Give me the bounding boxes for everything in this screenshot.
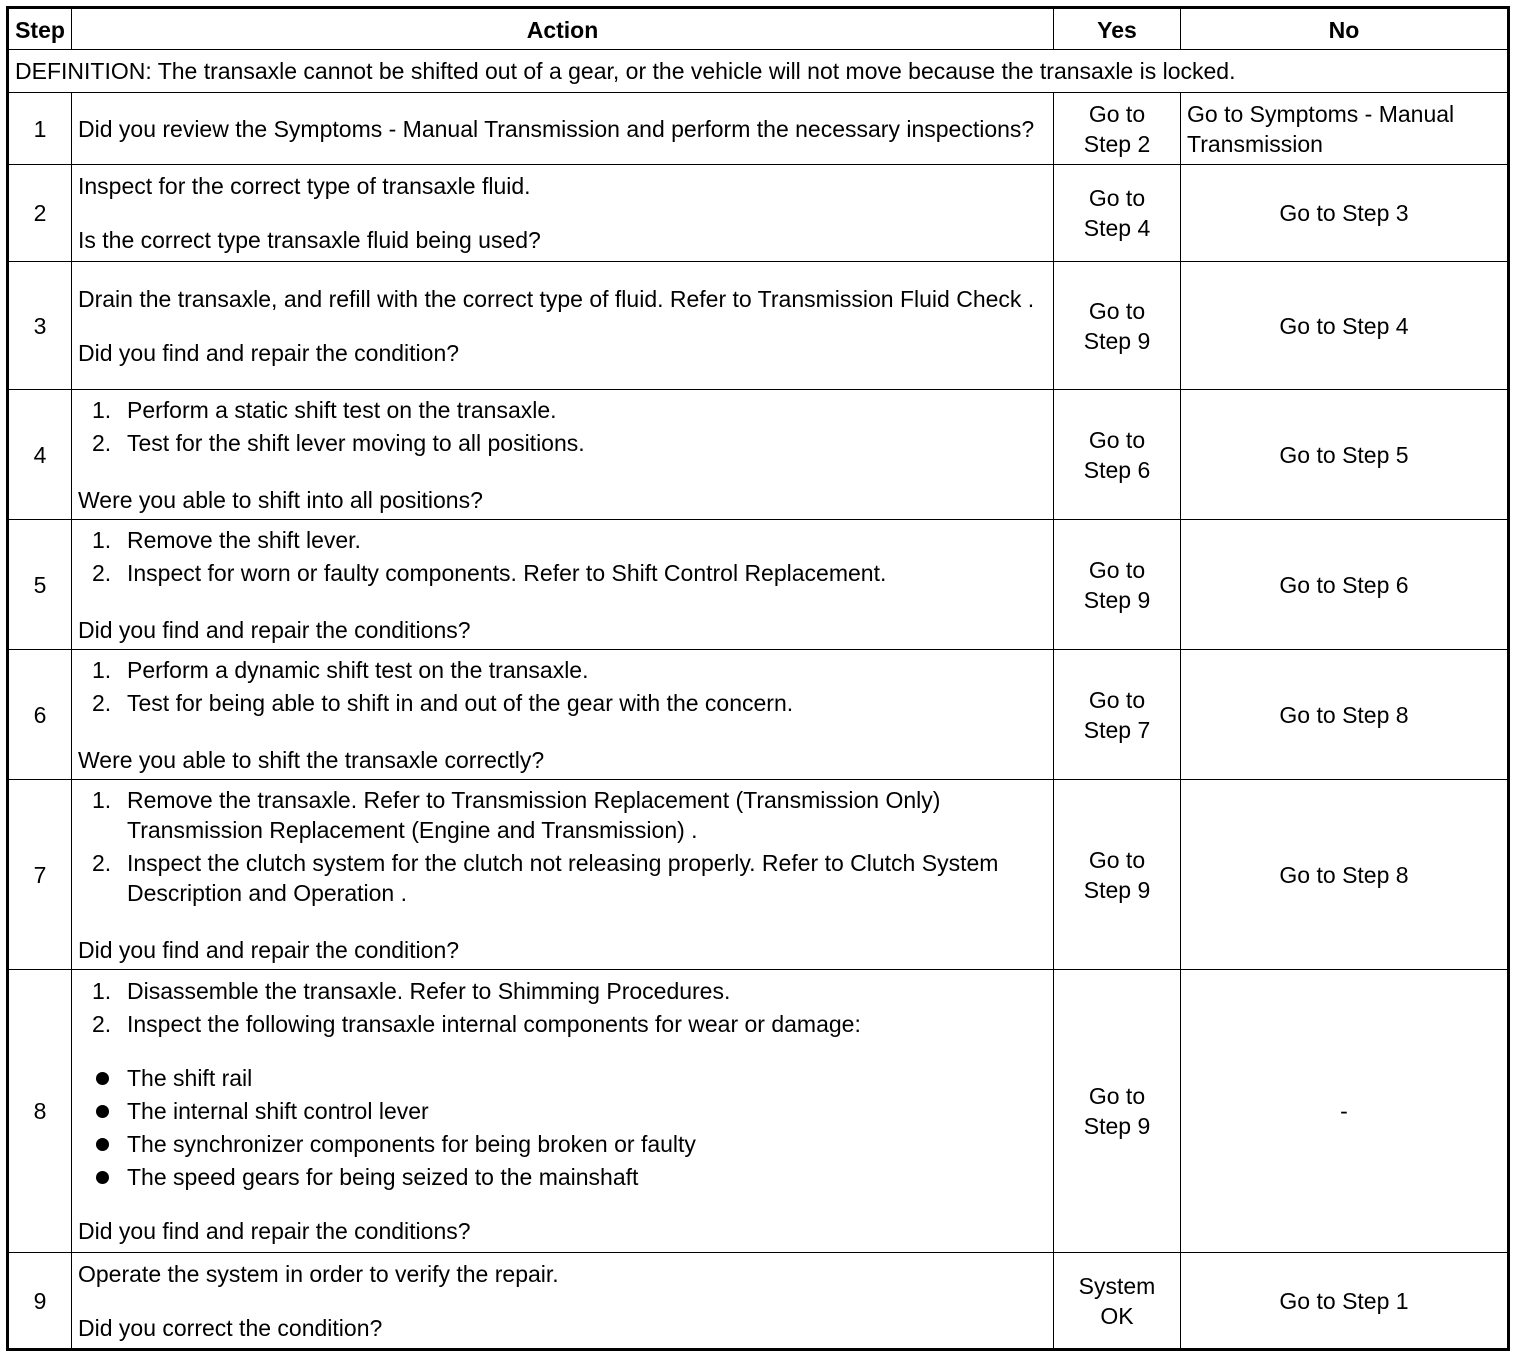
table-row xyxy=(8,262,1509,390)
no-line: Go to Step 6 xyxy=(1279,571,1409,598)
action-cell xyxy=(72,93,1054,165)
bullet-icon xyxy=(96,1105,109,1118)
yes-line: Go to xyxy=(1088,556,1146,583)
action-cell xyxy=(72,262,1054,390)
table-row xyxy=(8,390,1509,520)
list-item: 2. Inspect the following transaxle internal components for wear or damage: xyxy=(92,1011,861,1037)
list-item: 1. Perform a static shift test on the transaxle. xyxy=(92,396,557,423)
step-number: 6 xyxy=(8,650,72,780)
list-item: 2. Test for being able to shift in and out of the gear with the concern. xyxy=(92,689,794,716)
yes-line: Step 9 xyxy=(1083,876,1151,903)
definition-row xyxy=(8,50,1509,93)
header-step: Step xyxy=(8,8,72,50)
yes-line: Step 2 xyxy=(1083,131,1151,157)
yes-cell xyxy=(1054,650,1181,780)
action-text: Did you review the Symptoms - Manual Transmission and perform the necessary inspections? xyxy=(78,115,1035,142)
no-cell xyxy=(1181,1253,1509,1350)
list-item: 1. Disassemble the transaxle. Refer to Shimming Procedures. xyxy=(92,978,731,1004)
table-row xyxy=(8,780,1509,970)
action-question: Were you able to shift into all positions? xyxy=(78,486,483,513)
step-number: 2 xyxy=(8,165,72,262)
yes-line: Step 7 xyxy=(1083,716,1151,743)
yes-cell xyxy=(1054,520,1181,650)
yes-line: Step 9 xyxy=(1083,1113,1151,1139)
yes-cell xyxy=(1054,93,1181,165)
numbered-list xyxy=(78,785,1047,908)
yes-line: Step 6 xyxy=(1083,456,1151,483)
action-question: Were you able to shift the transaxle correctly? xyxy=(78,746,545,773)
no-line: Go to Symptoms - Manual xyxy=(1187,101,1455,127)
yes-line: Step 9 xyxy=(1083,586,1151,613)
numbered-list xyxy=(78,525,1047,588)
numbered-list xyxy=(78,655,1047,718)
step-number: 9 xyxy=(8,1253,72,1350)
diagnostic-table xyxy=(6,6,1510,1351)
header-no: No xyxy=(1181,8,1509,50)
no-line: Go to Step 8 xyxy=(1279,861,1409,888)
no-cell xyxy=(1181,780,1509,970)
table-row xyxy=(8,650,1509,780)
step-number: 3 xyxy=(8,262,72,390)
no-line: Go to Step 4 xyxy=(1279,312,1409,339)
bullet-icon xyxy=(96,1072,109,1085)
no-cell xyxy=(1181,93,1509,165)
step-number: 8 xyxy=(8,970,72,1253)
action-cell xyxy=(72,390,1054,520)
no-line: Go to Step 8 xyxy=(1279,701,1409,728)
yes-line: Go to xyxy=(1088,101,1146,127)
list-item: 2. Test for the shift lever moving to all positions. xyxy=(92,429,585,456)
bullet-icon xyxy=(96,1171,109,1184)
no-line: Transmission xyxy=(1187,131,1323,157)
action-question: Is the correct type transaxle fluid being used? xyxy=(78,227,541,253)
list-item: 1. Perform a dynamic shift test on the transaxle. xyxy=(92,656,589,683)
step-number: 4 xyxy=(8,390,72,520)
action-text: Inspect for the correct type of transaxle fluid. xyxy=(78,173,531,199)
yes-line: Go to xyxy=(1088,846,1146,873)
list-item: The shift rail xyxy=(78,1063,1047,1093)
action-question: Did you find and repair the condition? xyxy=(78,339,460,366)
list-item: 1. Remove the shift lever. xyxy=(92,526,361,553)
list-item: 1. Remove the transaxle. Refer to Transmission Replacement (Transmission Only) Transmission Replacement (Engine and Transmission) . xyxy=(92,786,941,843)
table-row xyxy=(8,520,1509,650)
yes-cell xyxy=(1054,1253,1181,1350)
no-cell xyxy=(1181,165,1509,262)
action-question: Did you correct the condition? xyxy=(78,1314,383,1341)
header-action: Action xyxy=(72,8,1054,50)
step-number: 5 xyxy=(8,520,72,650)
table-row xyxy=(8,165,1509,262)
definition-text: DEFINITION: The transaxle cannot be shifted out of a gear, or the vehicle will not move because the transaxle is locked. xyxy=(8,50,1509,93)
yes-line: Step 4 xyxy=(1083,215,1151,241)
step-number: 1 xyxy=(8,93,72,165)
header-yes: Yes xyxy=(1054,8,1181,50)
no-cell xyxy=(1181,650,1509,780)
step-number: 7 xyxy=(8,780,72,970)
action-cell xyxy=(72,520,1054,650)
table-row xyxy=(8,93,1509,165)
yes-line: OK xyxy=(1100,1302,1134,1329)
yes-line: Step 9 xyxy=(1083,327,1151,354)
yes-cell xyxy=(1054,262,1181,390)
no-line: Go to Step 1 xyxy=(1279,1287,1409,1314)
list-item: The speed gears for being seized to the mainshaft xyxy=(78,1162,1047,1192)
action-text: Operate the system in order to verify the repair. xyxy=(78,1260,559,1287)
list-item: 2. Inspect the clutch system for the clutch not releasing properly. Refer to Clutch System Description and Operation . xyxy=(92,849,999,906)
yes-line: Go to xyxy=(1088,1083,1146,1109)
yes-line: Go to xyxy=(1088,297,1146,324)
header-row xyxy=(8,8,1509,50)
action-question: Did you find and repair the conditions? xyxy=(78,616,471,643)
list-item: 2. Inspect for worn or faulty components. Refer to Shift Control Replacement. xyxy=(92,559,887,586)
yes-cell xyxy=(1054,780,1181,970)
action-cell xyxy=(72,780,1054,970)
table-row xyxy=(8,970,1509,1253)
list-item: The synchronizer components for being broken or faulty xyxy=(78,1129,1047,1159)
no-line: Go to Step 3 xyxy=(1279,200,1409,226)
yes-line: Go to xyxy=(1088,686,1146,713)
action-cell xyxy=(72,970,1054,1253)
no-line: Go to Step 5 xyxy=(1279,441,1409,468)
no-cell xyxy=(1181,262,1509,390)
yes-line: Go to xyxy=(1088,426,1146,453)
yes-line: System xyxy=(1078,1272,1156,1299)
table-row xyxy=(8,1253,1509,1350)
yes-cell xyxy=(1054,165,1181,262)
no-cell xyxy=(1181,520,1509,650)
list-item: The internal shift control lever xyxy=(78,1096,1047,1126)
yes-cell xyxy=(1054,390,1181,520)
bullet-icon xyxy=(96,1138,109,1151)
yes-cell xyxy=(1054,970,1181,1253)
no-cell xyxy=(1181,390,1509,520)
numbered-list xyxy=(78,395,1047,458)
no-cell xyxy=(1181,970,1509,1253)
action-cell xyxy=(72,1253,1054,1350)
bullet-list xyxy=(78,1063,1047,1192)
no-line: - xyxy=(1340,1098,1348,1124)
action-question: Did you find and repair the condition? xyxy=(78,936,460,963)
action-cell xyxy=(72,165,1054,262)
action-text: Drain the transaxle, and refill with the correct type of fluid. Refer to Transmission Fluid Check . xyxy=(78,285,1035,312)
action-question: Did you find and repair the conditions? xyxy=(78,1218,471,1244)
yes-line: Go to xyxy=(1088,185,1146,211)
numbered-list xyxy=(78,976,1047,1039)
action-cell xyxy=(72,650,1054,780)
